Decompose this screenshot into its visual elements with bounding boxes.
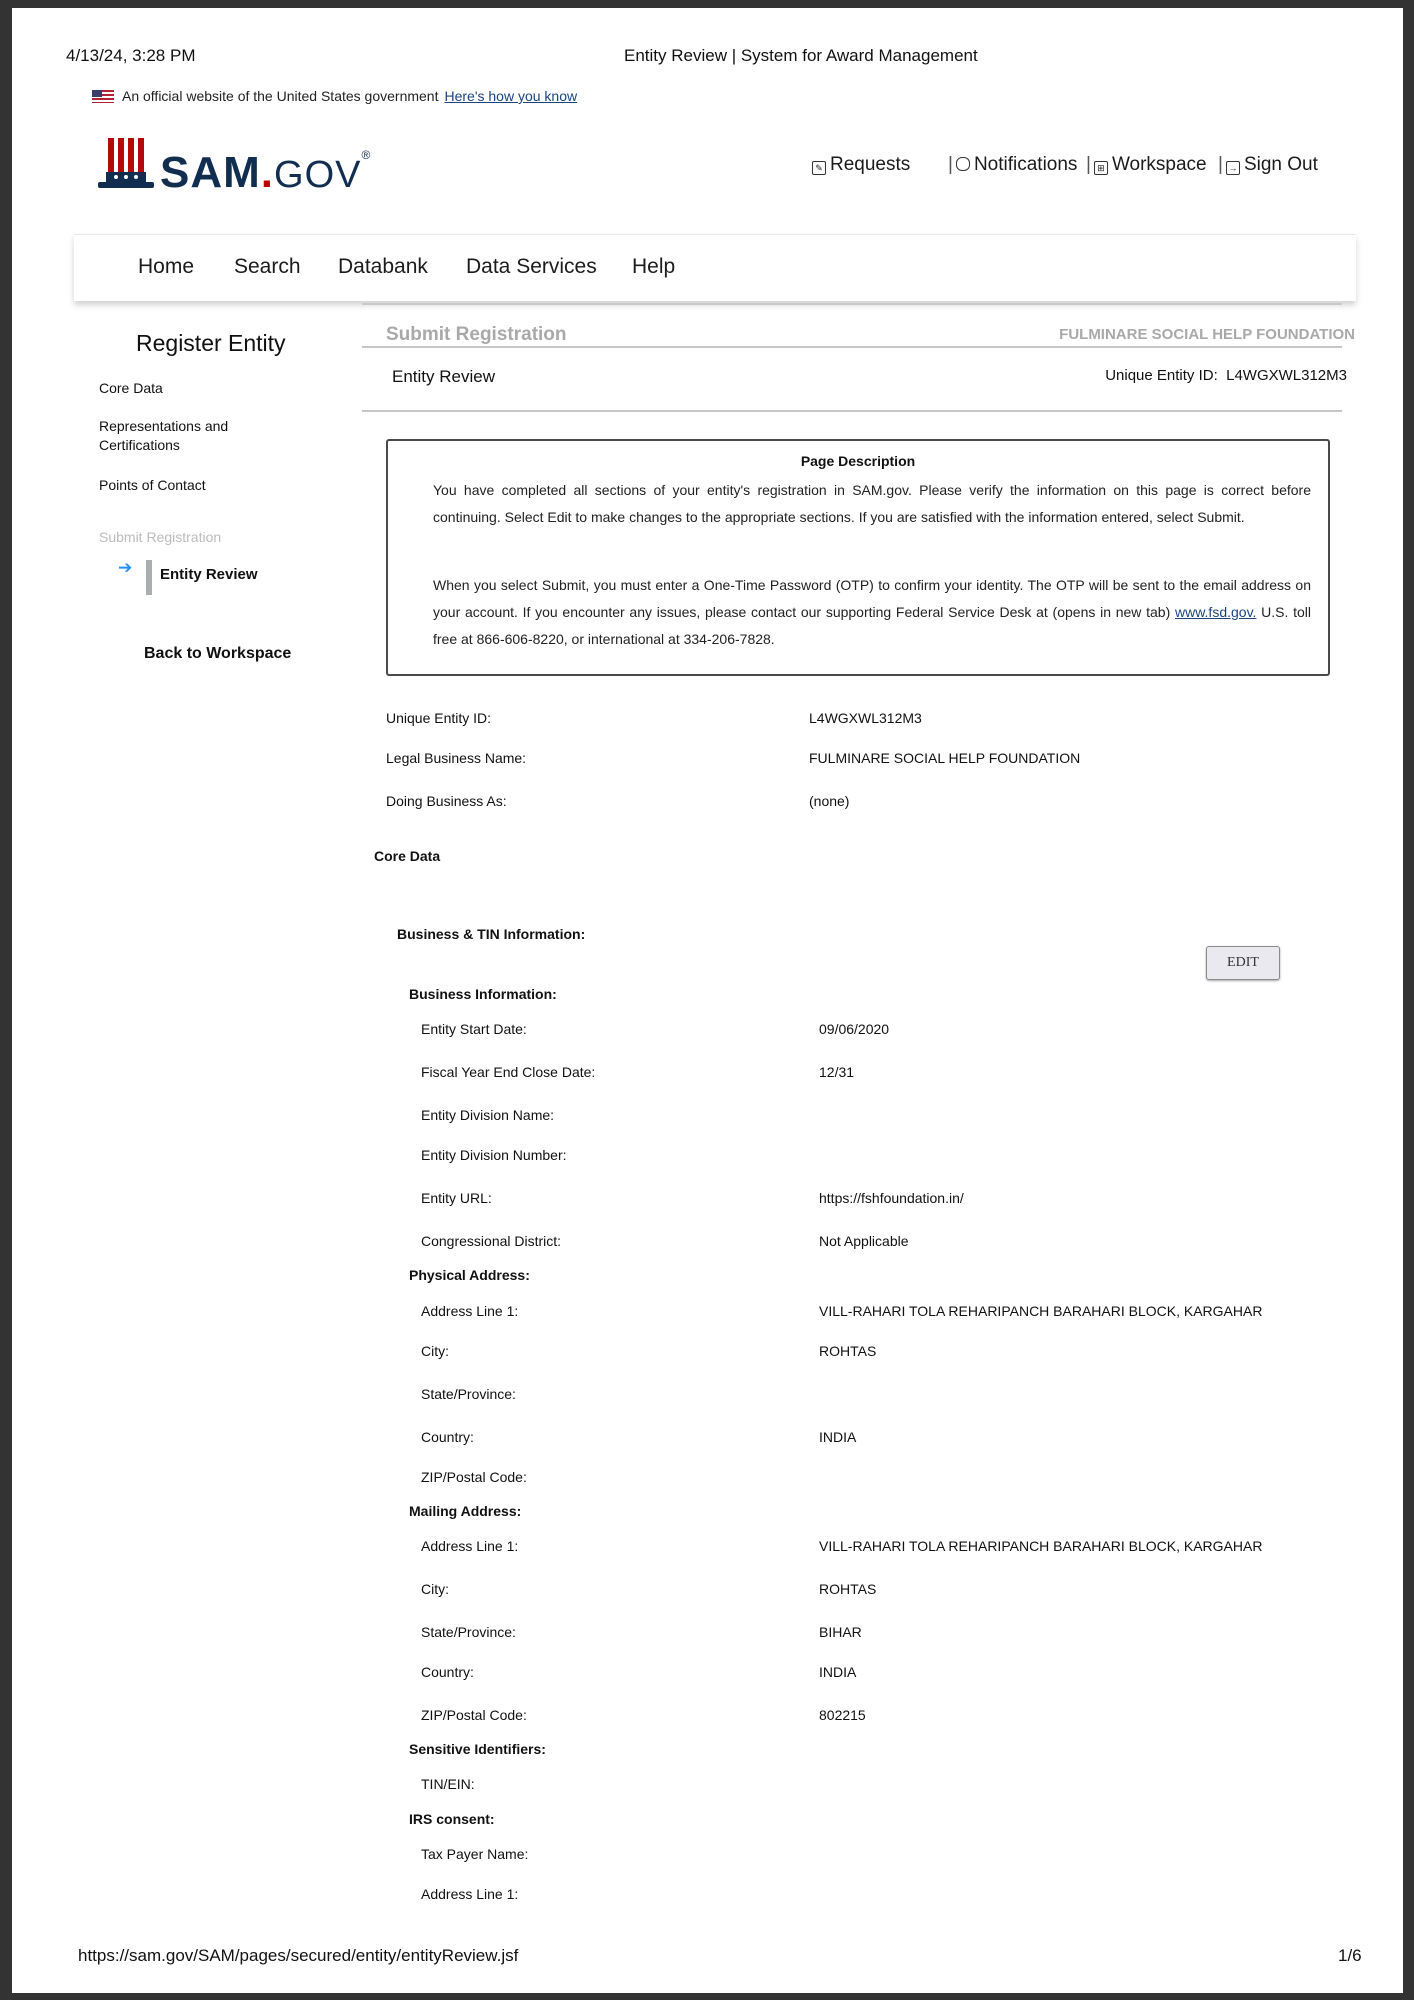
page-description-title: Page Description bbox=[800, 453, 916, 469]
summary-label: Legal Business Name: bbox=[386, 750, 527, 766]
page-title: Entity Review bbox=[392, 367, 495, 386]
summary-label: Doing Business As: bbox=[386, 793, 507, 809]
field-value: 802215 bbox=[819, 1707, 866, 1723]
notification-icon bbox=[956, 157, 970, 171]
field-label: Country: bbox=[421, 1429, 474, 1445]
core-data-heading: Core Data bbox=[374, 848, 441, 864]
mailing-address-heading: Mailing Address: bbox=[409, 1503, 522, 1519]
desc-text: When you select Submit, you must enter a One-Time Password (OTP) to confirm your identity. The OTP will be sent to the email address on your account. If you encounter any issues, please contact our supporting Federal Service Desk at (opens in new tab) bbox=[433, 577, 1311, 620]
us-flag-icon bbox=[92, 90, 114, 103]
field-label: Tax Payer Name: bbox=[421, 1846, 529, 1862]
field-value: Not Applicable bbox=[819, 1233, 909, 1249]
fsd-link[interactable]: www.fsd.gov. bbox=[1174, 604, 1257, 620]
logo-gov: GOV bbox=[274, 154, 362, 196]
summary-label: Unique Entity ID: bbox=[386, 710, 492, 726]
print-page-number: 1/6 bbox=[1338, 1946, 1362, 1965]
field-label: Country: bbox=[421, 1664, 474, 1680]
notifications-label: Notifications bbox=[973, 154, 1078, 175]
page-description-paragraph-2 bbox=[433, 572, 1311, 653]
field-label: TIN/EIN: bbox=[421, 1776, 475, 1792]
field-label: Address Line 1: bbox=[421, 1538, 519, 1554]
page-description-paragraph: You have completed all sections of your entity's registration in SAM.gov. Please verify the information on this page is correct before continuing. Select Edit to make changes to the appropriate sections. If you are satisfied with the information entered, select Submit. bbox=[433, 482, 1311, 525]
nav-search[interactable]: Search bbox=[234, 255, 301, 278]
summary-value: (none) bbox=[809, 793, 850, 809]
ueid-header bbox=[1105, 367, 1347, 384]
field-label: City: bbox=[421, 1343, 449, 1359]
nav-data-services[interactable]: Data Services bbox=[466, 255, 597, 278]
print-footer-url: https://sam.gov/SAM/pages/secured/entity/entityReview.jsf bbox=[78, 1946, 519, 1965]
notifications-link[interactable]: | Notifications bbox=[948, 154, 1078, 175]
field-label: Entity Start Date: bbox=[421, 1021, 527, 1037]
sidebar-item-reps-certs[interactable]: Representations and Certifications bbox=[99, 418, 229, 453]
field-label: State/Province: bbox=[421, 1624, 516, 1640]
edit-button[interactable]: EDIT bbox=[1206, 946, 1280, 980]
sign-out-label: Sign Out bbox=[1243, 154, 1318, 175]
divider bbox=[362, 410, 1342, 412]
arrow-right-icon: ➔ bbox=[118, 558, 133, 577]
sensitive-identifiers-heading: Sensitive Identifiers: bbox=[409, 1741, 546, 1757]
sidebar-item-entity-review[interactable]: Entity Review bbox=[160, 566, 258, 583]
field-value: 12/31 bbox=[819, 1064, 855, 1080]
print-title: Entity Review | System for Award Management bbox=[624, 46, 978, 65]
field-label: Address Line 1: bbox=[421, 1886, 519, 1902]
gov-banner bbox=[92, 88, 577, 104]
field-label: ZIP/Postal Code: bbox=[421, 1707, 527, 1723]
sign-out-icon: → bbox=[1226, 161, 1240, 175]
sidebar-group-submit-registration: Submit Registration bbox=[99, 529, 222, 545]
field-label: City: bbox=[421, 1581, 449, 1597]
workspace-link[interactable]: | ⊞ Workspace bbox=[1086, 154, 1207, 175]
summary-value: FULMINARE SOCIAL HELP FOUNDATION bbox=[809, 750, 1081, 766]
business-info-heading: Business Information: bbox=[409, 986, 557, 1002]
grid-icon: ⊞ bbox=[1094, 161, 1108, 175]
page-description-box bbox=[386, 439, 1330, 676]
nav-databank[interactable]: Databank bbox=[338, 255, 428, 278]
gov-banner-text: An official website of the United States government bbox=[122, 88, 439, 104]
logo-sam: SAM bbox=[160, 148, 261, 197]
summary-value: L4WGXWL312M3 bbox=[809, 710, 922, 726]
field-value: ROHTAS bbox=[819, 1581, 877, 1597]
edit-icon: ✎ bbox=[812, 161, 826, 175]
divider bbox=[362, 346, 1342, 348]
field-value: ROHTAS bbox=[819, 1343, 877, 1359]
back-to-workspace-link[interactable]: Back to Workspace bbox=[144, 645, 292, 662]
logo-dot: . bbox=[260, 148, 275, 197]
field-label: Address Line 1: bbox=[421, 1303, 519, 1319]
field-label: State/Province: bbox=[421, 1386, 516, 1402]
entity-name-header: FULMINARE SOCIAL HELP FOUNDATION bbox=[1059, 326, 1355, 343]
field-label: Entity Division Name: bbox=[421, 1107, 555, 1123]
field-value: BIHAR bbox=[819, 1624, 862, 1640]
physical-address-heading: Physical Address: bbox=[409, 1267, 530, 1283]
uncle-sam-hat-icon bbox=[96, 136, 154, 196]
sign-out-link[interactable]: | → Sign Out bbox=[1218, 154, 1318, 175]
field-label: Fiscal Year End Close Date: bbox=[421, 1064, 596, 1080]
divider bbox=[362, 303, 1342, 305]
field-value: VILL-RAHARI TOLA REHARIPANCH BARAHARI BLOCK, KARGAHAR bbox=[819, 1538, 1263, 1554]
requests-link[interactable] bbox=[812, 154, 910, 176]
print-date: 4/13/24, 3:28 PM bbox=[66, 46, 196, 65]
ueid-header-value: L4WGXWL312M3 bbox=[1226, 367, 1347, 384]
logo-registered-mark: ® bbox=[361, 148, 372, 162]
requests-label: Requests bbox=[830, 154, 911, 175]
field-label: Entity Division Number: bbox=[421, 1147, 567, 1163]
business-tin-heading: Business & TIN Information: bbox=[397, 926, 586, 942]
sidebar-item-core-data[interactable]: Core Data bbox=[99, 380, 163, 396]
sidebar-item-points-of-contact[interactable]: Points of Contact bbox=[99, 477, 206, 493]
nav-help[interactable]: Help bbox=[632, 255, 676, 278]
nav-home[interactable]: Home bbox=[138, 255, 195, 278]
section-label: Submit Registration bbox=[386, 324, 567, 345]
field-value: INDIA bbox=[819, 1664, 857, 1680]
sidebar-title: Register Entity bbox=[136, 330, 286, 356]
ueid-header-label: Unique Entity ID: bbox=[1105, 367, 1218, 384]
field-value: INDIA bbox=[819, 1429, 857, 1445]
print-page bbox=[12, 8, 1403, 1993]
active-indicator bbox=[146, 560, 152, 595]
field-value: 09/06/2020 bbox=[819, 1021, 890, 1037]
field-label: Congressional District: bbox=[421, 1233, 562, 1249]
field-label: ZIP/Postal Code: bbox=[421, 1469, 527, 1485]
field-label: Entity URL: bbox=[421, 1190, 492, 1206]
logo-wordmark bbox=[160, 148, 371, 198]
workspace-label: Workspace bbox=[1111, 154, 1207, 175]
desc-text: U.S. toll free at 866-606-8220, or international at 334-206-7828. bbox=[433, 604, 1311, 647]
field-value: https://fshfoundation.in/ bbox=[819, 1190, 964, 1206]
how-you-know-link[interactable]: Here's how you know bbox=[444, 88, 578, 104]
main-nav bbox=[74, 234, 1356, 301]
field-value: VILL-RAHARI TOLA REHARIPANCH BARAHARI BLOCK, KARGAHAR bbox=[819, 1303, 1263, 1319]
irs-consent-heading: IRS consent: bbox=[409, 1811, 495, 1827]
